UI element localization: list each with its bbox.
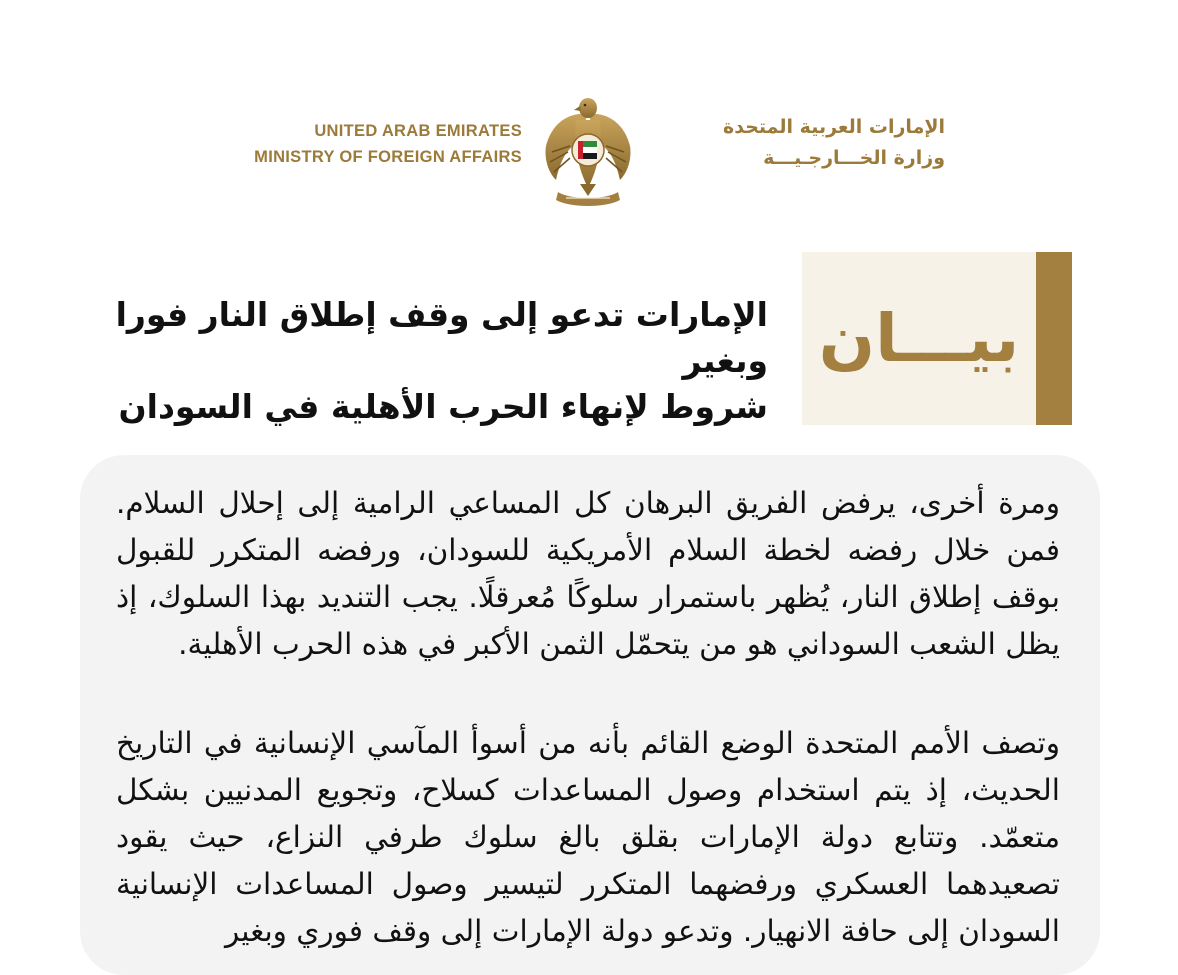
headline — [100, 292, 768, 430]
country-name-arabic: الإمارات العربية المتحدة — [723, 116, 945, 138]
body-paragraph-1: ومرة أخرى، يرفض الفريق البرهان كل المساعي الرامية إلى إحلال السلام. فمن خلال رفضه لخطة السلام الأمريكية للسودان، ورفضه المتكرر للقبول بوقف إطلاق النار، يُظهر باستمرار سلوكًا مُعرقلًا. يجب التنديد بهذا السلوك، إذ يظل الشعب السوداني هو من يتحمّل الثمن الأكبر في هذه الحرب الأهلية. — [116, 486, 1060, 661]
body-paragraph-2: وتصف الأمم المتحدة الوضع القائم بأنه من أسوأ المآسي الإنسانية في التاريخ الحديث، إذ يتم استخدام وصول المساعدات كسلاح، وتجويع المدنيين بشكل متعمّد. وتتابع دولة الإمارات بقلق بالغ سلوك طرفي النزاع، حيث يقود تصعيدهما العسكري ورفضهما المتكرر لتيسير وصول المساعدات الإنسانية السودان إلى حافة الانهيار. وتدعو دولة الإمارات إلى وقف فوري وبغير — [116, 726, 1060, 948]
ministry-title-english: MINISTRY OF FOREIGN AFFAIRS — [254, 148, 522, 166]
statement-badge — [802, 252, 1072, 425]
uae-falcon-emblem-icon — [540, 92, 636, 210]
ministry-name-english — [254, 118, 522, 170]
ministry-title-arabic: وزارة الخـــارجـيـــة — [763, 147, 945, 169]
headline-line-1: الإمارات تدعو إلى وقف إطلاق النار فورا وبغير — [115, 295, 768, 380]
ministry-name-arabic — [655, 112, 945, 174]
badge-accent-bar — [1036, 252, 1072, 425]
headline-line-2: شروط لإنهاء الحرب الأهلية في السودان — [118, 387, 768, 426]
statement-label: بيـــان — [818, 300, 1020, 377]
country-name-english: UNITED ARAB EMIRATES — [314, 122, 522, 140]
letterhead — [0, 0, 1178, 230]
